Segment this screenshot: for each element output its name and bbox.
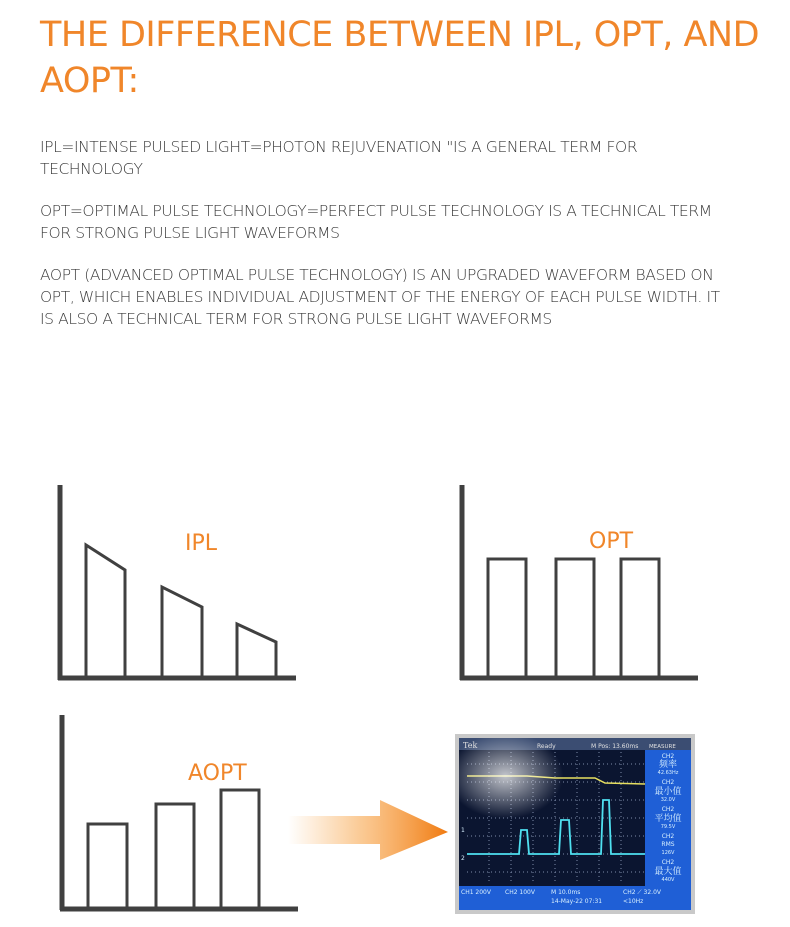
- scope-trigger-freq: <10Hz: [623, 898, 644, 905]
- aopt-label: AOPT: [188, 761, 247, 786]
- aopt-definition: AOPT (ADVANCED OPTIMAL PULSE TECHNOLOGY) IS AN UPGRADED WAVEFORM BASED ON OPT, WHICH ENABLES INDIVIDUAL ADJUSTMENT OF THE ENERGY OF EACH PULSE WIDTH. IT IS ALSO A TECHNICAL TERM FOR STRONG PULSE LIGHT WAVEFORMS: [40, 266, 720, 328]
- aopt-waveform-icon: [50, 710, 300, 915]
- svg-text:126V: 126V: [661, 850, 675, 856]
- oscilloscope-screenshot: [455, 734, 695, 914]
- scope-ch1-scale: CH1 200V: [461, 889, 491, 896]
- svg-text:CH2: CH2: [661, 833, 675, 840]
- ipl-waveform-icon: [50, 480, 300, 685]
- svg-text:79.5V: 79.5V: [660, 824, 676, 830]
- scope-ch2-scale: CH2 100V: [505, 889, 535, 896]
- svg-text:1: 1: [461, 827, 465, 834]
- svg-text:RMS: RMS: [661, 841, 675, 848]
- arrow-right-icon: [288, 800, 448, 864]
- scope-date: 14-May-22 07:31: [551, 898, 603, 905]
- ipl-diagram: [50, 480, 300, 685]
- opt-diagram: [455, 480, 705, 685]
- scope-timebase: M 10.0ms: [551, 889, 581, 896]
- svg-text:最大值: 最大值: [654, 867, 682, 877]
- opt-waveform-icon: [455, 480, 705, 685]
- scope-brand: Tek: [463, 741, 478, 750]
- opt-definition: OPT=OPTIMAL PULSE TECHNOLOGY=PERFECT PULSE TECHNOLOGY IS A TECHNICAL TERM FOR STRONG PULSE LIGHT WAVEFORMS: [40, 202, 712, 242]
- svg-text:CH2: CH2: [661, 779, 675, 786]
- page-title: THE DIFFERENCE BETWEEN IPL, OPT, AND AOPT:: [40, 15, 760, 101]
- svg-text:CH2: CH2: [661, 859, 675, 866]
- scope-status: Ready: [537, 743, 556, 750]
- svg-text:最小值: 最小值: [654, 787, 682, 797]
- svg-text:平均值: 平均值: [654, 814, 682, 824]
- svg-text:440V: 440V: [661, 877, 675, 883]
- svg-text:CH2: CH2: [661, 806, 675, 813]
- svg-text:32.0V: 32.0V: [660, 797, 676, 803]
- ipl-definition: IPL=INTENSE PULSED LIGHT=PHOTON REJUVENATION "IS A GENERAL TERM FOR TECHNOLOGY: [40, 138, 638, 178]
- aopt-diagram: [50, 710, 300, 915]
- scope-mpos: M Pos: 13.60ms: [591, 743, 639, 750]
- svg-text:42.63Hz: 42.63Hz: [657, 770, 679, 776]
- svg-text:频率: 频率: [658, 760, 678, 770]
- svg-text:2: 2: [461, 855, 465, 862]
- svg-text:CH2: CH2: [661, 753, 675, 760]
- scope-measure-title: MEASURE: [649, 744, 676, 750]
- scope-trigger: CH2 ⟋ 32.0V: [623, 889, 661, 896]
- opt-label: OPT: [589, 529, 634, 554]
- ipl-label: IPL: [185, 531, 218, 556]
